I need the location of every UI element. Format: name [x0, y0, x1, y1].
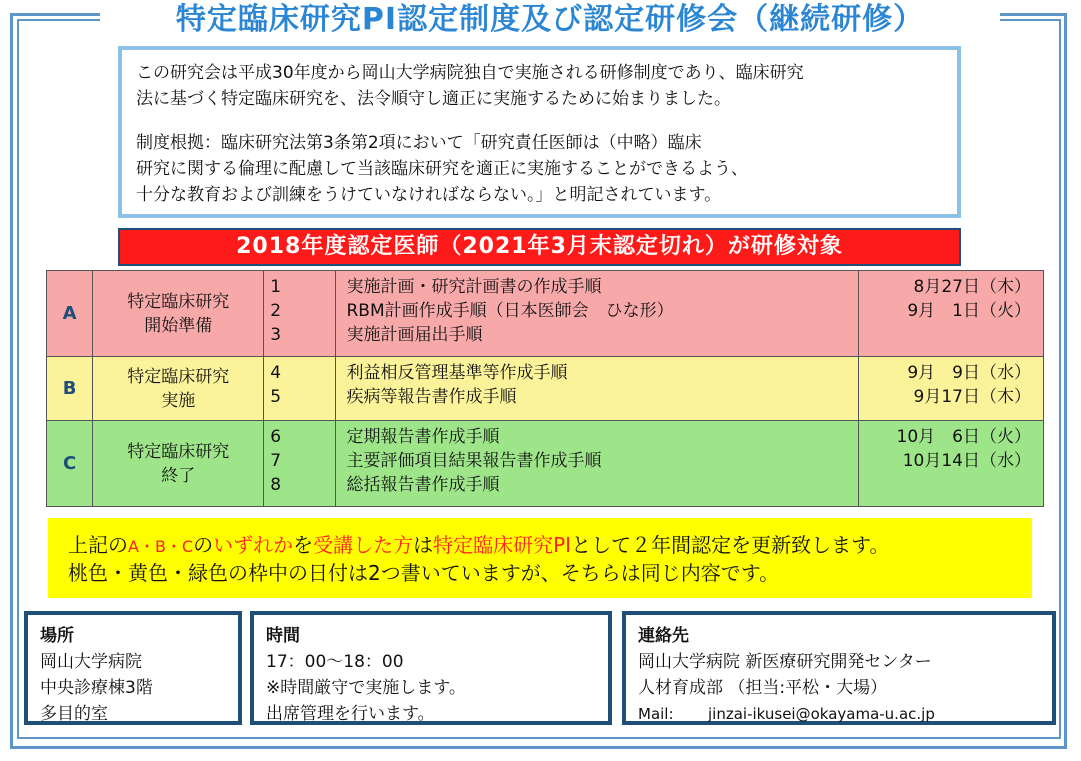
- contact-heading: 連絡先: [638, 626, 689, 646]
- mail-label: Mail:: [638, 705, 674, 723]
- course-phase: 特定臨床研究 開始準備: [93, 271, 264, 357]
- contact-mail-row: [638, 701, 1040, 727]
- target-banner: 2018年度認定医師（2021年3月末認定切れ）が研修対象: [118, 228, 961, 266]
- place-line: 岡山大学病院: [40, 652, 142, 672]
- time-box: [250, 611, 612, 725]
- course-letter: B: [47, 357, 93, 421]
- session-dates: 9月 9日（水） 9月17日（木）: [859, 357, 1044, 421]
- time-line: ※時間厳守で実施します。: [266, 678, 466, 698]
- time-line: 17：00～18：00: [266, 652, 404, 672]
- time-line: 出席管理を行います。: [266, 704, 435, 724]
- mail-address[interactable]: jinzai-ikusei@okayama-u.ac.jp: [708, 705, 935, 723]
- time-heading: 時間: [266, 626, 300, 646]
- intro-line: 十分な教育および訓練をうけていなければならない。」と明記されています。: [136, 185, 722, 205]
- notice-line-1: 上記のA・B・Cのいずれかを受講した方は特定臨床研究PIとして２年間認定を更新致します。: [68, 533, 890, 557]
- contact-line: 人材育成部 （担当:平松・大場）: [638, 678, 888, 698]
- table-row: [47, 357, 1044, 421]
- session-numbers: 1 2 3: [264, 271, 336, 357]
- session-numbers: 4 5: [264, 357, 336, 421]
- table-row: [47, 421, 1044, 507]
- place-heading: 場所: [40, 626, 74, 646]
- intro-line: 制度根拠：臨床研究法第3条第2項において「研究責任医師は（中略）臨床: [136, 133, 702, 153]
- page-title: 特定臨床研究PI認定制度及び認定研修会（継続研修）: [175, 2, 925, 37]
- session-topics: 定期報告書作成手順 主要評価項目結果報告書作成手順 総括報告書作成手順: [336, 421, 859, 507]
- session-dates: 10月 6日（火） 10月14日（水）: [859, 421, 1044, 507]
- place-line: 中央診療棟3階: [40, 678, 153, 698]
- table-row: [47, 271, 1044, 357]
- session-topics: 利益相反管理基準等作成手順 疾病等報告書作成手順: [336, 357, 859, 421]
- intro-line: この研究会は平成30年度から岡山大学病院独自で実施される研修制度であり、臨床研究: [136, 63, 804, 83]
- place-line: 多目的室: [40, 704, 108, 724]
- renewal-notice: [48, 518, 1032, 598]
- session-topics: 実施計画・研究計画書の作成手順 RBM計画作成手順（日本医師会 ひな形） 実施計画届出手順: [336, 271, 859, 357]
- course-phase: 特定臨床研究 終了: [93, 421, 264, 507]
- schedule-table: [46, 270, 1044, 507]
- course-phase: 特定臨床研究 実施: [93, 357, 264, 421]
- session-dates: 8月27日（木） 9月 1日（火）: [859, 271, 1044, 357]
- contact-line: 岡山大学病院 新医療研究開発センター: [638, 652, 932, 672]
- course-letter: C: [47, 421, 93, 507]
- intro-line: 法に基づく特定臨床研究を、法令順守し適正に実施するために始まりました。: [136, 89, 731, 109]
- contact-box: [622, 611, 1056, 725]
- place-box: [24, 611, 242, 725]
- intro-line: 研究に関する倫理に配慮して当該臨床研究を適正に実施することができるよう、: [136, 159, 748, 179]
- intro-gap: [136, 112, 943, 130]
- intro-box: [118, 46, 961, 218]
- course-letter: A: [47, 271, 93, 357]
- notice-line-2: 桃色・黄色・緑色の枠中の日付は2つ書いていますが、そちらは同じ内容です。: [68, 561, 780, 585]
- session-numbers: 6 7 8: [264, 421, 336, 507]
